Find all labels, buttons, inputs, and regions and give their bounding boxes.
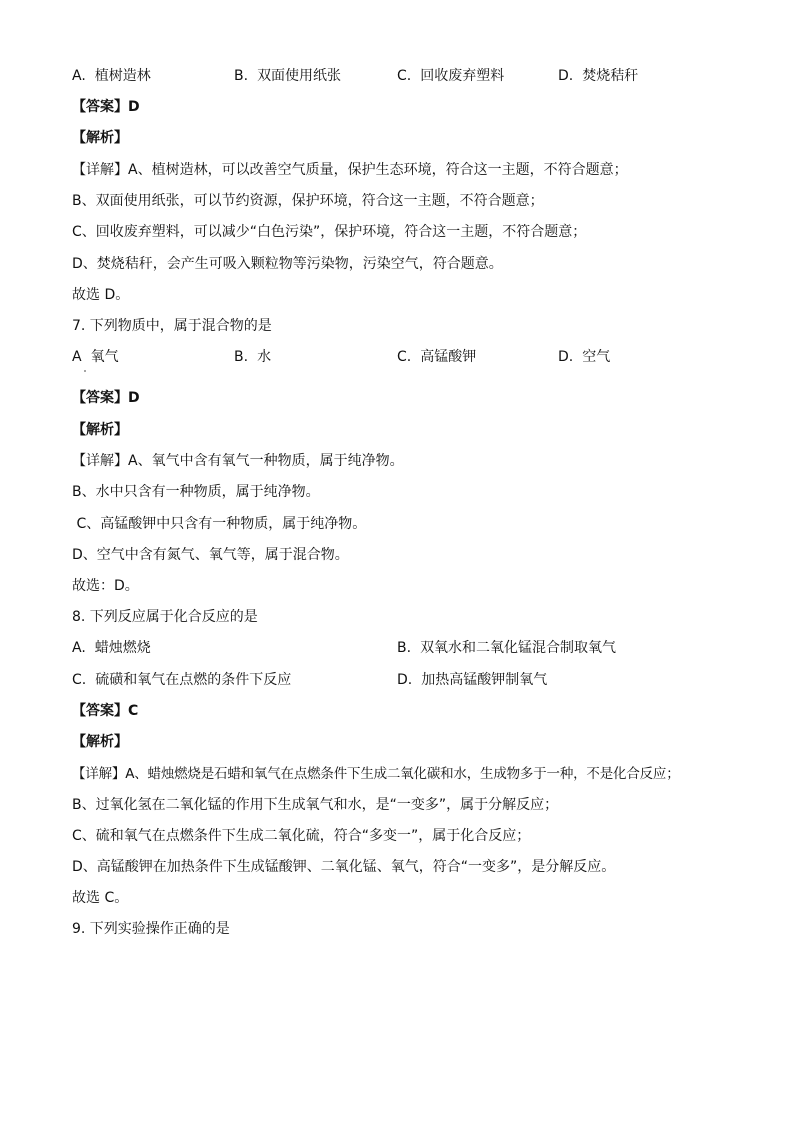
q6-detail-line: 【详解】A、植树造林，可以改善空气质量，保护生态环境，符合这一主题，不符合题意； — [72, 162, 628, 178]
q6-option-b: B. 双面使用纸张 — [234, 68, 342, 84]
q7-answer: 【答案】D — [72, 390, 140, 406]
q8-analysis-heading: 【解析】 — [72, 734, 128, 750]
q7-analysis-heading: 【解析】 — [72, 422, 128, 438]
q8-detail-line: 【详解】A、蜡烛燃烧是石蜡和氧气在点燃条件下生成二氧化碳和水，生成物多于一种，不是化合反应； — [72, 766, 680, 782]
q8-answer: 【答案】C — [72, 703, 139, 719]
q7-detail-line: 【详解】A、氧气中含有氧气一种物质，属于纯净物。 — [72, 453, 404, 469]
q6-detail-line: B、双面使用纸张，可以节约资源，保护环境，符合这一主题，不符合题意； — [72, 193, 544, 209]
q6-answer: 【答案】D — [72, 99, 140, 115]
q7-detail-line: C、高锰酸钾中只含有一种物质，属于纯净物。 — [72, 516, 367, 532]
q7-stem: 7. 下列物质中，属于混合物的是 — [72, 318, 272, 334]
q8-option-a: A. 蜡烛燃烧 — [72, 640, 151, 656]
q7-detail-line: D、空气中含有氮气、氧气等，属于混合物。 — [72, 547, 349, 563]
q6-option-c: C. 回收废弃塑料 — [397, 68, 505, 84]
q8-option-c: C. 硫磺和氧气在点燃的条件下反应 — [72, 672, 292, 688]
q8-conclusion: 故选 C。 — [72, 890, 129, 906]
q6-detail-line: C、回收废弃塑料，可以减少“白色污染”，保护环境，符合这一主题，不符合题意； — [72, 224, 587, 240]
q9-stem: 9. 下列实验操作正确的是 — [72, 921, 230, 937]
q7-detail-line: B、水中只含有一种物质，属于纯净物。 — [72, 484, 320, 500]
q8-option-b: B. 双氧水和二氧化锰混合制取氧气 — [397, 640, 617, 656]
q6-option-a: A. 植树造林 — [72, 68, 151, 84]
q7-option-c: C. 高锰酸钾 — [397, 349, 477, 365]
q7-option-a: A 氧气 — [72, 349, 119, 365]
q7-conclusion: 故选：D。 — [72, 578, 139, 594]
q6-detail-line: D、焚烧秸秆，会产生可吸入颗粒物等污染物，污染空气，符合题意。 — [72, 256, 503, 272]
q8-stem: 8. 下列反应属于化合反应的是 — [72, 609, 258, 625]
q7-option-d: D. 空气 — [558, 349, 611, 365]
q7-option-b: B. 水 — [234, 349, 272, 365]
q8-option-d: D. 加热高锰酸钾制氧气 — [397, 672, 548, 688]
stray-dot-mark — [84, 370, 86, 372]
q8-detail-line: C、硫和氧气在点燃条件下生成二氧化硫，符合“多变一”，属于化合反应； — [72, 828, 531, 844]
q6-conclusion: 故选 D。 — [72, 287, 130, 303]
q8-detail-line: B、过氧化氢在二氧化锰的作用下生成氧气和水，是“一变多”，属于分解反应； — [72, 797, 559, 813]
q6-analysis-heading: 【解析】 — [72, 130, 128, 146]
q6-option-d: D. 焚烧秸秆 — [558, 68, 639, 84]
q8-detail-line: D、高锰酸钾在加热条件下生成锰酸钾、二氧化锰、氧气，符合“一变多”，是分解反应。 — [72, 859, 616, 875]
